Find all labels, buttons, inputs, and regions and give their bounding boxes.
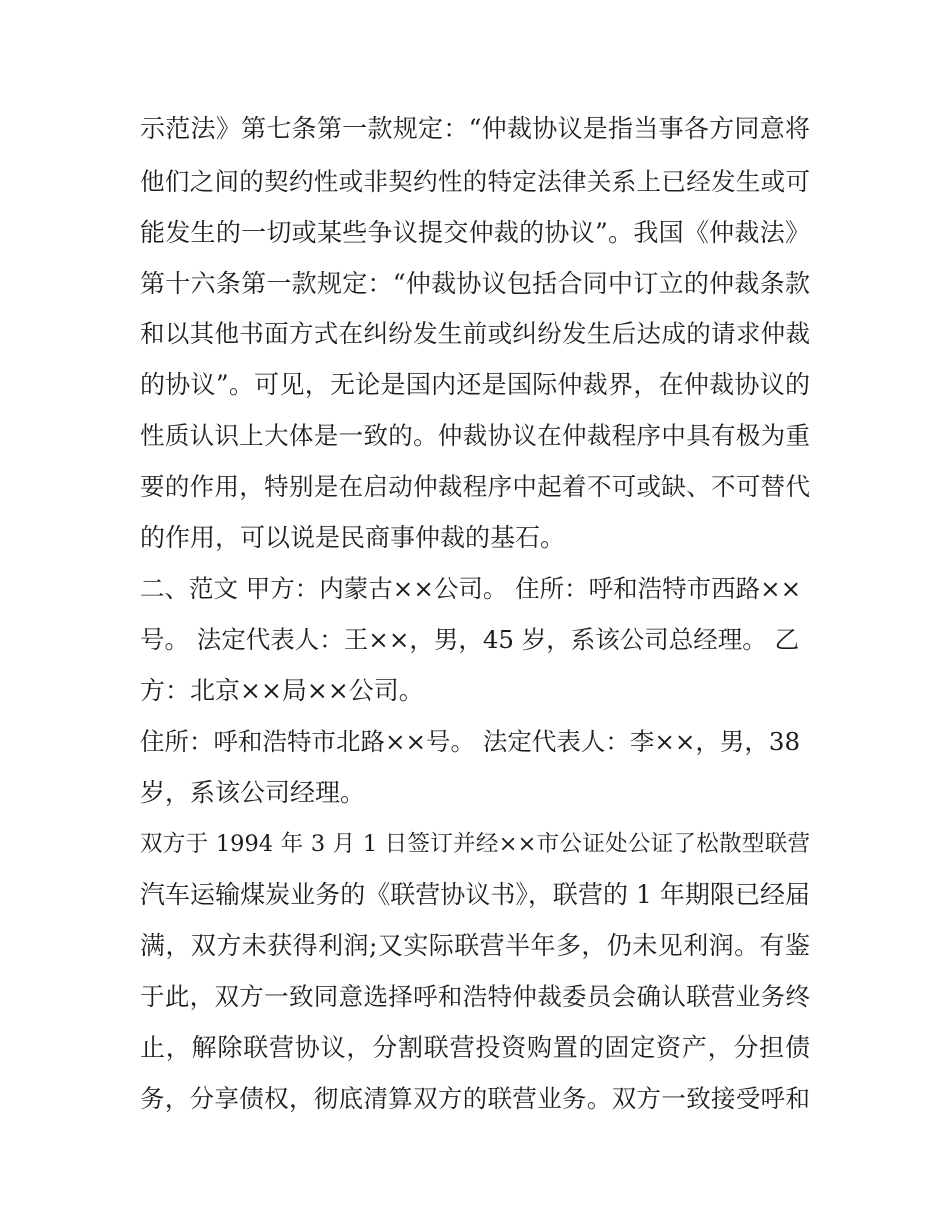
- text-line: 止，解除联营协议，分割联营投资购置的固定资产，分担债: [140, 1033, 810, 1062]
- text-line: 示范法》第七条第一款规定：“仲裁协议是指当事各方同意将: [140, 114, 810, 143]
- text-line: 方：北京××局××公司。: [140, 676, 424, 705]
- text-line: 号。 法定代表人：王××，男，45 岁，系该公司总经理。 乙: [140, 625, 800, 654]
- text-line: 双方于 1994 年 3 月 1 日签订并经××市公证处公证了松散型联营: [140, 831, 810, 857]
- text-line: 住所：呼和浩特市北路××号。 法定代表人：李××，男，38: [140, 727, 801, 756]
- text-line: 于此，双方一致同意选择呼和浩特仲裁委员会确认联营业务终: [140, 982, 810, 1011]
- text-line: 能发生的一切或某些争议提交仲裁的协议”。我国《仲裁法》: [140, 218, 810, 247]
- text-line: 二、范文 甲方：内蒙古××公司。 住所：呼和浩特市西路××: [140, 574, 802, 603]
- text-line: 满，双方未获得利润;又实际联营半年多，仍未见利润。有鉴: [140, 931, 810, 960]
- text-line: 他们之间的契约性或非契约性的特定法律关系上已经发生或可: [140, 167, 810, 196]
- text-line: 的协议”。可见，无论是国内还是国际仲裁界，在仲裁协议的: [140, 370, 810, 399]
- text-line: 汽车运输煤炭业务的《联营协议书》，联营的 1 年期限已经届: [140, 880, 810, 909]
- text-line: 岁，系该公司经理。: [140, 778, 366, 807]
- text-line: 务，分享债权，彻底清算双方的联营业务。双方一致接受呼和: [140, 1084, 810, 1113]
- text-line: 第十六条第一款规定：“仲裁协议包括合同中订立的仲裁条款: [140, 269, 810, 298]
- text-line: 性质认识上大体是一致的。仲裁协议在仲裁程序中具有极为重: [140, 421, 810, 450]
- text-line: 和以其他书面方式在纠纷发生前或纠纷发生后达成的请求仲裁: [140, 319, 810, 348]
- text-line: 要的作用，特别是在启动仲裁程序中起着不可或缺、不可替代: [140, 472, 810, 501]
- text-line: 的作用，可以说是民商事仲裁的基石。: [140, 523, 566, 552]
